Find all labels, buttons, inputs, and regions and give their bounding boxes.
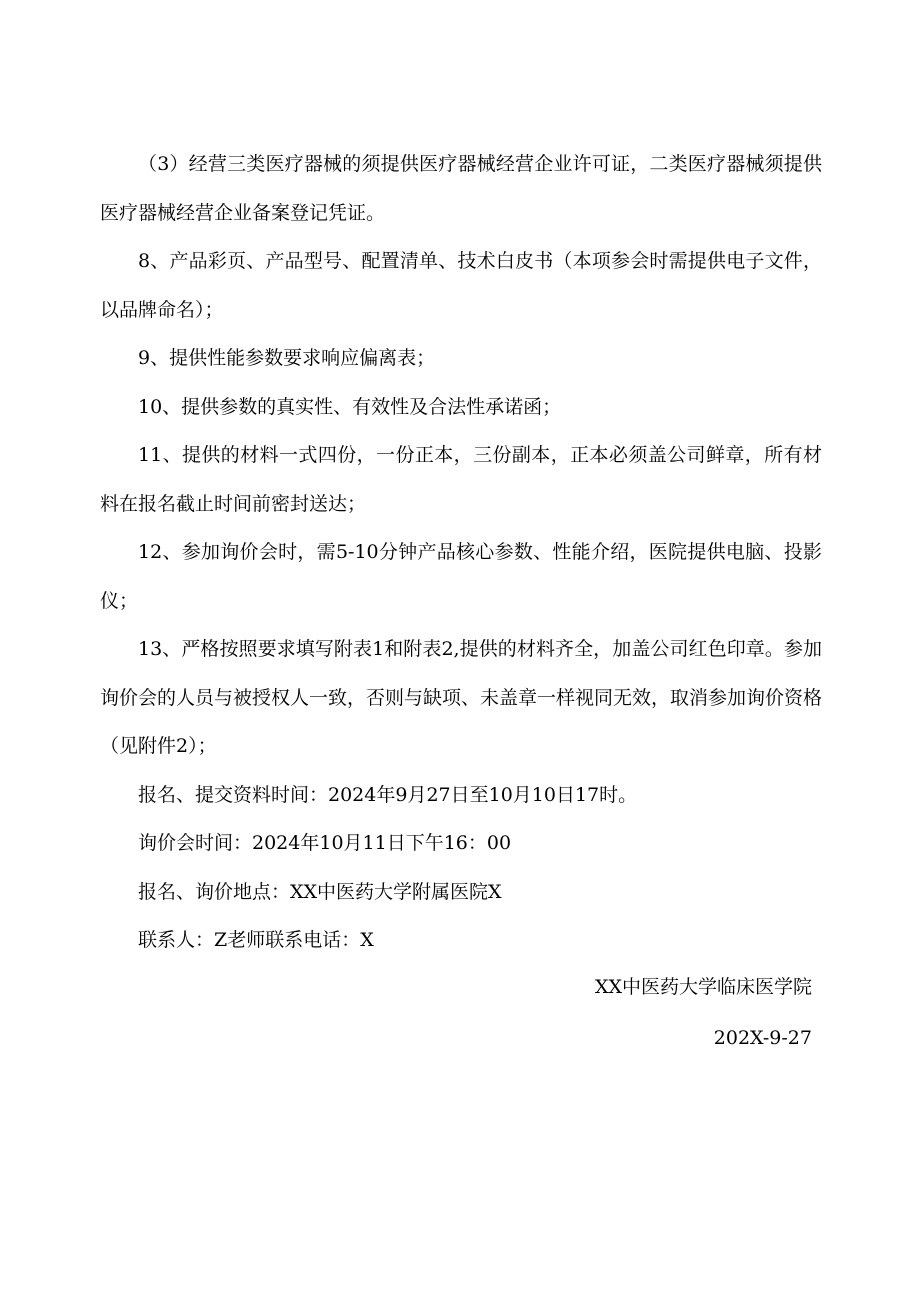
signature-organization: XX中医药大学临床医学院 <box>594 976 812 998</box>
paragraph-item-12: 12、参加询价会时，需5-10分钟产品核心参数、性能介绍，医院提供电脑、投影仪； <box>100 541 822 612</box>
paragraph-contact: 联系人：Z老师联系电话：X <box>138 929 374 951</box>
document-body <box>100 140 822 965</box>
paragraph-item-11: 11、提供的材料一式四份，一份正本，三份副本，正本必须盖公司鲜章，所有材料在报名截止时间前密封送达； <box>100 444 822 515</box>
paragraph-item-10: 10、提供参数的真实性、有效性及合法性承诺函； <box>138 395 562 418</box>
paragraph-item-9: 9、提供性能参数要求响应偏离表； <box>138 347 436 369</box>
paragraph-license-requirement: （3）经营三类医疗器械的须提供医疗器械经营企业许可证，二类医疗器械须提供医疗器械经营企业备案登记凭证。 <box>100 153 822 224</box>
signature-date: 202X-9-27 <box>713 1027 812 1049</box>
paragraph-registration-time: 报名、提交资料时间：2024年9月27日至10月10日17时。 <box>138 783 638 806</box>
paragraph-meeting-time: 询价会时间：2024年10月11日下午16：00 <box>138 832 512 854</box>
paragraph-location: 报名、询价地点：XX中医药大学附属医院X <box>138 880 502 903</box>
paragraph-item-8: 8、产品彩页、产品型号、配置清单、技术白皮书（本项参会时需提供电子文件，以品牌命名）； <box>100 250 822 321</box>
paragraph-item-13: 13、严格按照要求填写附表1和附表2,提供的材料齐全，加盖公司红色印章。参加询价会的人员与被授权人一致，否则与缺项、未盖章一样视同无效，取消参加询价资格（见附件2）； <box>100 638 823 757</box>
